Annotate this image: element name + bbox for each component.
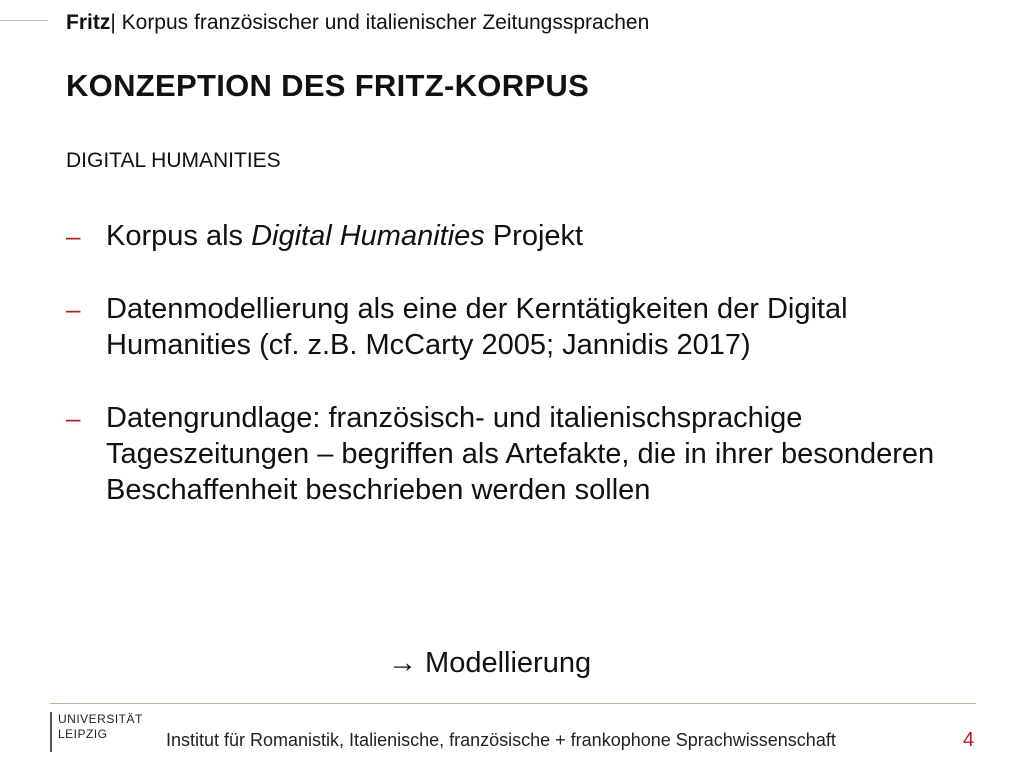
university-logo <box>50 712 150 752</box>
bullet-dash-icon: – <box>66 294 81 324</box>
conclusion-text: Modellierung <box>417 647 592 679</box>
bullet-text-before: Korpus als <box>106 220 252 252</box>
header-rule <box>0 20 48 21</box>
bullet-dash-icon: – <box>66 221 81 251</box>
bullet-item <box>66 218 966 254</box>
page-number: 4 <box>963 729 975 751</box>
logo-line-1: UNIVERSITÄT <box>58 712 143 726</box>
bullet-text: Datenmodellierung als eine der Kerntätigkeiten der Digital Humanities (cf. z.B. McCarty 2005; Jannidis 2017) <box>106 293 848 361</box>
bullet-dash-icon: – <box>66 403 81 433</box>
bullet-text: Datengrundlage: französisch- und italienischsprachige Tageszeitungen – begriffen als Artefakte, die in ihrer besonderen Beschaffenheit beschrieben werden sollen <box>106 402 935 506</box>
header-title <box>66 11 649 35</box>
slide-title: KONZEPTION DES FRITZ-KORPUS <box>66 68 590 103</box>
conclusion-line <box>388 647 591 680</box>
footer-institute: Institut für Romanistik, Italienische, französische + frankophone Sprachwissenschaft <box>166 730 836 750</box>
header-brand: Fritz <box>66 11 111 34</box>
slide-subtitle: DIGITAL HUMANITIES <box>66 149 281 172</box>
logo-line-2: LEIPZIG <box>58 727 108 741</box>
bullet-text-after: Projekt <box>484 220 584 252</box>
header-separator: | <box>110 11 116 34</box>
arrow-right-icon: → <box>388 647 417 679</box>
bullet-list <box>66 218 966 545</box>
footer-rule <box>50 703 976 704</box>
header-subtitle: Korpus französischer und italienischer Zeitungssprachen <box>115 11 650 34</box>
bullet-item <box>66 291 966 363</box>
bullet-item <box>66 400 966 508</box>
bullet-text-italic: Digital Humanities <box>251 220 485 252</box>
